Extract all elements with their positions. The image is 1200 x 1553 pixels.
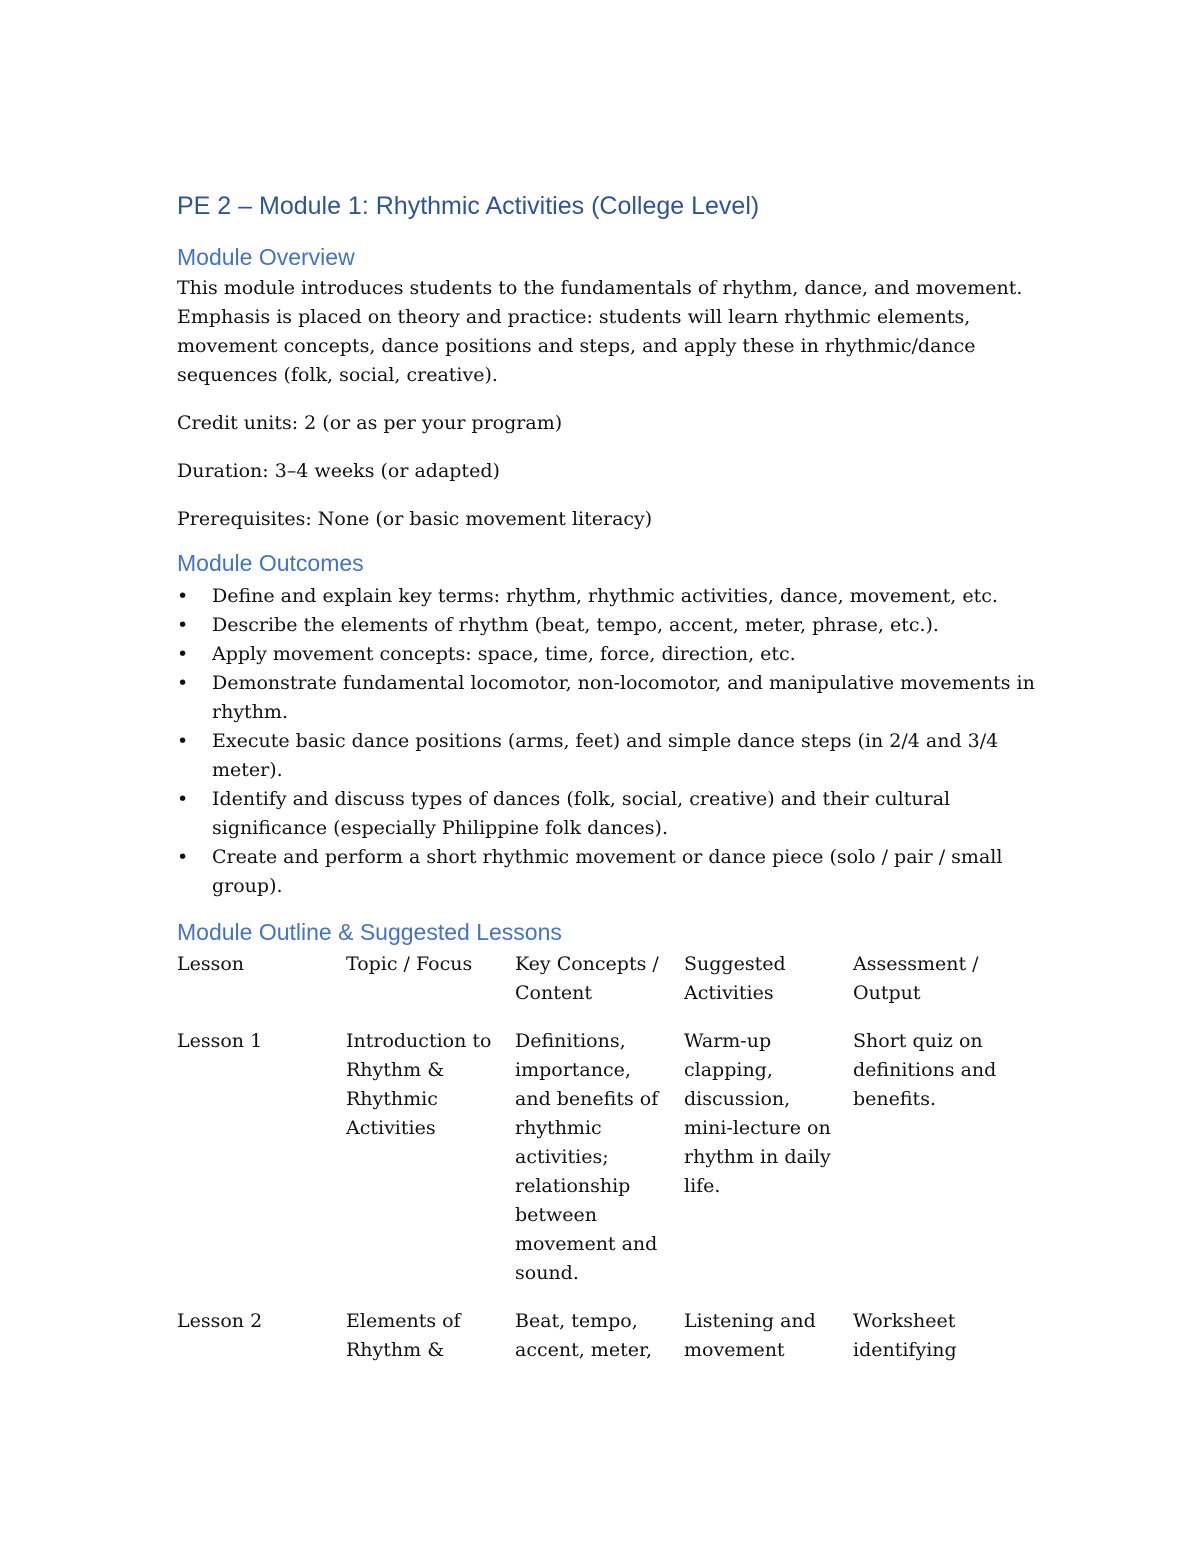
bullet-icon: • [177,614,189,636]
document-title: PE 2 – Module 1: Rhythmic Activities (College Level) [177,192,760,220]
column-header: Suggested Activities [684,953,786,1004]
lesson-outline-table [177,950,1022,1384]
table-header-row [177,950,1022,1027]
outcome-text: Define and explain key terms: rhythm, rhythmic activities, dance, movement, etc. [212,585,998,607]
bullet-icon: • [177,643,189,665]
table-cell: Beat, tempo, accent, meter, [515,1310,652,1361]
bullet-icon: • [177,846,189,868]
document-content [177,186,1037,1384]
overview-paragraph: This module introduces students to the fundamentals of rhythm, dance, and movement. Emphasis is placed on theory and practice: students will learn rhythmic elements, movement concepts, dance positions and steps, and apply these in rhythmic/dance sequences (folk, social, creative). [177,277,1023,386]
outcome-item [177,843,1037,901]
outcomes-list [177,582,1037,901]
outcome-item [177,611,1037,640]
table-cell: Lesson 2 [177,1310,263,1332]
overview-heading: Module Overview [177,244,355,270]
bullet-icon: • [177,730,189,752]
outcome-text: Identify and discuss types of dances (folk, social, creative) and their cultural significance (especially Philippine folk dances). [212,788,951,839]
table-row [177,1307,1022,1384]
table-cell: Short quiz on definitions and benefits. [853,1030,997,1110]
credit-units: Credit units: 2 (or as per your program) [177,412,563,434]
bullet-icon: • [177,788,189,810]
outcome-item [177,640,1037,669]
duration: Duration: 3–4 weeks (or adapted) [177,460,500,482]
outcome-text: Execute basic dance positions (arms, feet) and simple dance steps (in 2/4 and 3/4 meter). [212,730,999,781]
column-header: Topic / Focus [346,953,473,975]
bullet-icon: • [177,672,189,694]
outcomes-heading: Module Outcomes [177,550,364,576]
outcome-text: Describe the elements of rhythm (beat, tempo, accent, meter, phrase, etc.). [212,614,939,636]
table-cell: Listening and movement [684,1310,816,1361]
outcome-item [177,727,1037,785]
outcome-item [177,785,1037,843]
outcome-item [177,582,1037,611]
table-cell: Introduction to Rhythm & Rhythmic Activities [346,1030,492,1139]
table-row [177,1027,1022,1307]
table-cell: Lesson 1 [177,1030,263,1052]
column-header: Lesson [177,953,245,975]
column-header: Assessment / Output [853,953,979,1004]
prerequisites: Prerequisites: None (or basic movement literacy) [177,508,653,530]
outline-heading: Module Outline & Suggested Lessons [177,919,562,945]
table-cell: Elements of Rhythm & [346,1310,461,1361]
table-cell: Worksheet identifying [853,1310,957,1361]
table-cell: Warm-up clapping, discussion, mini-lecture on rhythm in daily life. [684,1030,831,1197]
outcome-item [177,669,1037,727]
outcome-text: Create and perform a short rhythmic movement or dance piece (solo / pair / small group). [212,846,1003,897]
bullet-icon: • [177,585,189,607]
outcome-text: Apply movement concepts: space, time, force, direction, etc. [212,643,796,665]
column-header: Key Concepts / Content [515,953,659,1004]
table-cell: Definitions, importance, and benefits of rhythmic activities; relationship between movement and sound. [515,1030,659,1284]
outcome-text: Demonstrate fundamental locomotor, non-locomotor, and manipulative movements in rhythm. [212,672,1035,723]
